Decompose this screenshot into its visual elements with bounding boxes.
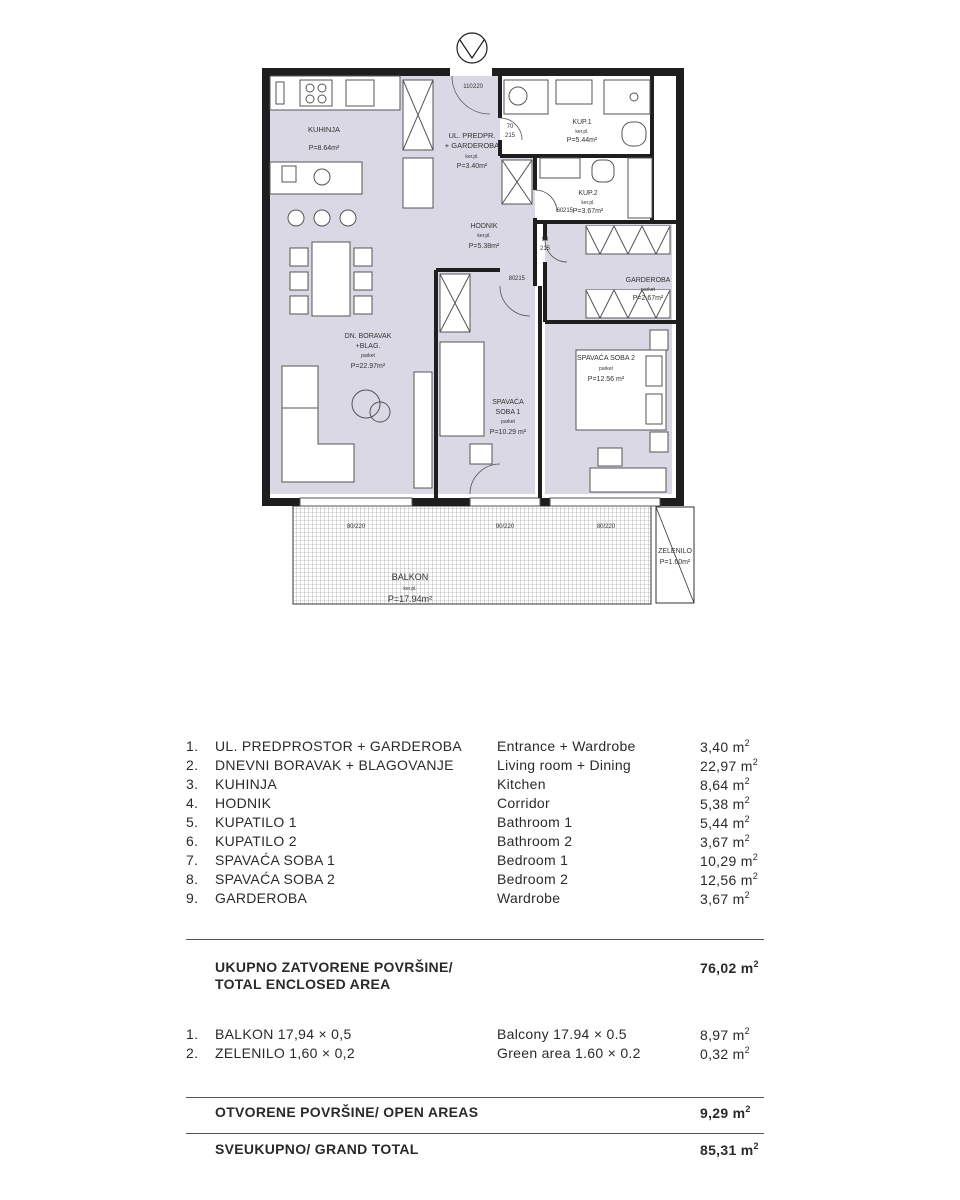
room-floor-kup2: ker.pl. bbox=[581, 200, 595, 206]
room-row: 6. KUPATILO 2 Bathroom 2 3,67 $m^2$ bbox=[186, 833, 750, 850]
grand-total-row: SVEUKUPNO/ GRAND TOTAL 85,31 $m^2$ bbox=[215, 1141, 759, 1158]
room-floor-kup1: ker.pl. bbox=[575, 129, 589, 135]
open-area-row: 2. ZELENILO 1,60 × 0,2 Green area 1.60 × 0.2 0,32 $m^2$ bbox=[186, 1045, 750, 1062]
room-floor-garderoba: parket bbox=[641, 287, 655, 293]
room-area-zelenilo: P=1.60m² bbox=[659, 559, 691, 566]
room-name-hodnik: HODNIK bbox=[470, 223, 498, 230]
door-1-width: 70 bbox=[506, 124, 514, 130]
room-area-hodnik: P=5.38m² bbox=[468, 243, 500, 250]
window-2-label: 90/220 bbox=[495, 524, 515, 530]
dining-table bbox=[290, 242, 372, 316]
balcony-tiles bbox=[293, 506, 651, 604]
divider bbox=[186, 1097, 764, 1098]
room-area-kup2: P=3.67m² bbox=[572, 208, 604, 215]
entrance-door-width: 110 bbox=[463, 84, 473, 90]
entrance-marker-icon bbox=[457, 33, 487, 63]
room-floor-soba1: parket bbox=[501, 419, 515, 425]
room-name-soba1: SPAVAĆA bbox=[492, 399, 524, 406]
room-row: 3. KUHINJA Kitchen 8,64 $m^2$ bbox=[186, 776, 750, 793]
door-4-width: 60 bbox=[556, 208, 564, 214]
room-row: 9. GARDEROBA Wardrobe 3,67 $m^2$ bbox=[186, 890, 750, 907]
room-name-kup2: KUP.2 bbox=[578, 190, 598, 197]
room-area-soba1: P=10.29 m² bbox=[489, 429, 527, 436]
door-1-height: 215 bbox=[504, 133, 516, 139]
room-floor-hodnik: ker.pl. bbox=[477, 233, 491, 239]
room-floor-predprostor: ker.pl. bbox=[465, 154, 479, 160]
room-name-garderoba: GARDEROBA bbox=[625, 277, 671, 284]
enclosed-total-row: UKUPNO ZATVORENE POVRŠINE/ 76,02 $m^2$ bbox=[215, 959, 759, 976]
room-area-predprostor: P=3.40m² bbox=[456, 163, 488, 170]
room-name-balkon: BALKON bbox=[391, 572, 429, 582]
room-name2-boravak: +BLAG. bbox=[355, 343, 381, 350]
room-row: 2. DNEVNI BORAVAK + BLAGOVANJE Living room + Dining 22,97 $m^2$ bbox=[186, 757, 758, 774]
room-name-soba2: SPAVAĆA SOBA 2 bbox=[577, 355, 635, 362]
entrance-gap bbox=[450, 68, 492, 76]
room-area-garderoba: P=2.67m² bbox=[632, 295, 664, 302]
room-floor-soba2: parket bbox=[599, 366, 613, 372]
windows bbox=[300, 498, 660, 506]
room-area-boravak: P=22.97m² bbox=[350, 363, 386, 370]
open-total-row: OTVORENE POVRŠINE/ OPEN AREAS 9,29 $m^2$ bbox=[215, 1104, 751, 1121]
room-row: 4. HODNIK Corridor 5,38 $m^2$ bbox=[186, 795, 750, 812]
room-area-kuhinja: P=8.64m² bbox=[308, 145, 340, 152]
room-name-predprostor: UL. PREDPR. bbox=[448, 131, 496, 140]
door-3-height: 215 bbox=[514, 276, 526, 282]
room-row: 8. SPAVAĆA SOBA 2 Bedroom 2 12,56 $m^2$ bbox=[186, 871, 758, 888]
room-name-boravak: DN. BORAVAK bbox=[344, 333, 392, 340]
door-2-width: 90 bbox=[541, 237, 549, 243]
window-3-label: 80/220 bbox=[596, 524, 616, 530]
door-4-height: 215 bbox=[562, 208, 574, 214]
door-3-width: 80 bbox=[508, 276, 516, 282]
entrance-door-height: 220 bbox=[472, 84, 484, 90]
room-row: 5. KUPATILO 1 Bathroom 1 5,44 $m^2$ bbox=[186, 814, 750, 831]
window-1-label: 80/220 bbox=[346, 524, 366, 530]
room-area-kup1: P=5.44m² bbox=[566, 137, 598, 144]
room-floor-balkon: ker.pl. bbox=[403, 586, 417, 592]
room-name-zelenilo: ZELENILO bbox=[658, 548, 692, 555]
open-area-row: 1. BALKON 17,94 × 0,5 Balcony 17.94 × 0.5 8,97 $m^2$ bbox=[186, 1026, 750, 1043]
divider bbox=[186, 939, 764, 940]
room-row: 1. UL. PREDPROSTOR + GARDEROBA Entrance + Wardrobe 3,40 $m^2$ bbox=[186, 738, 750, 755]
room-floor-boravak: parket bbox=[361, 353, 375, 359]
room-row: 7. SPAVAĆA SOBA 1 Bedroom 1 10,29 $m^2$ bbox=[186, 852, 758, 869]
room-name-kup1: KUP.1 bbox=[572, 119, 592, 126]
room-name2-predprostor: + GARDEROBA bbox=[444, 141, 500, 150]
room-area-balkon: P=17.94m² bbox=[387, 594, 433, 604]
divider bbox=[186, 1133, 764, 1134]
room-name-kuhinja: KUHINJA bbox=[307, 125, 341, 134]
room-name2-soba1: SOBA 1 bbox=[495, 409, 521, 416]
room-area-soba2: P=12.56 m² bbox=[587, 376, 625, 383]
enclosed-total-row-2: TOTAL ENCLOSED AREA bbox=[215, 976, 391, 992]
door-2-height: 215 bbox=[539, 246, 551, 252]
